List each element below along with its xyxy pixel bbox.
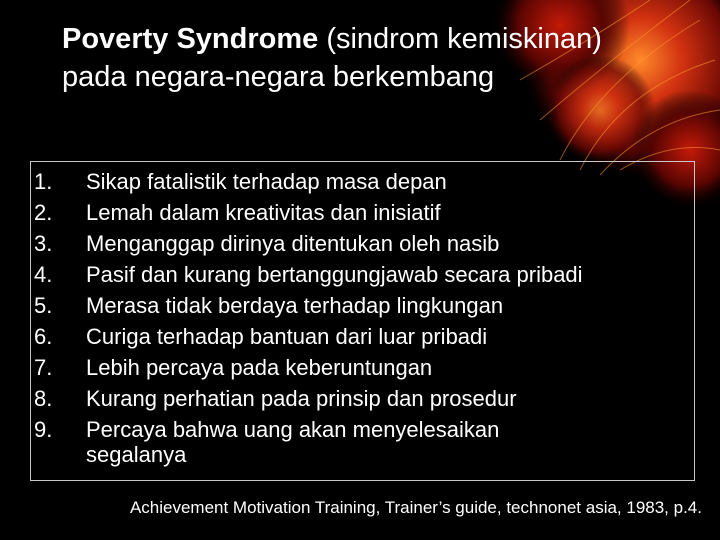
list-item	[30, 197, 695, 228]
item-number: 6.	[34, 324, 53, 349]
item-number: 8.	[34, 386, 53, 411]
item-number: 5.	[34, 293, 53, 318]
item-number: 9.	[34, 417, 53, 442]
item-text: Lebih percaya pada keberuntungan	[86, 355, 433, 380]
list-item	[30, 290, 695, 321]
slide-title	[62, 20, 622, 96]
item-text: Kurang perhatian pada prinsip dan prosedur	[86, 386, 517, 411]
list-item	[30, 414, 695, 470]
item-text: Merasa tidak berdaya terhadap lingkungan	[86, 293, 504, 318]
item-text: Curiga terhadap bantuan dari luar pribadi	[86, 324, 488, 349]
list-item	[30, 383, 695, 414]
item-number: 7.	[34, 355, 53, 380]
item-number: 2.	[34, 200, 53, 225]
item-number: 1.	[34, 169, 53, 194]
poverty-syndrome-list	[30, 166, 695, 470]
item-number: 4.	[34, 262, 53, 287]
list-item	[30, 352, 695, 383]
item-text: Pasif dan kurang bertanggungjawab secara pribadi	[86, 262, 583, 287]
title-bold: Poverty Syndrome	[62, 23, 319, 55]
citation: Achievement Motivation Training, Trainer’s guide, technonet asia, 1983, p.4.	[129, 498, 702, 517]
list-item	[30, 228, 695, 259]
item-text: Percaya bahwa uang akan menyelesaikan segalanya	[86, 417, 500, 467]
list-item	[30, 259, 695, 290]
item-number: 3.	[34, 231, 53, 256]
list-item	[30, 166, 695, 197]
item-text: Lemah dalam kreativitas dan inisiatif	[86, 200, 441, 225]
title-rest: (sindrom kemiskinan) pada negara-negara berkembang	[62, 23, 602, 93]
item-text: Menganggap dirinya ditentukan oleh nasib	[86, 231, 500, 256]
item-text: Sikap fatalistik terhadap masa depan	[86, 169, 447, 194]
list-item	[30, 321, 695, 352]
